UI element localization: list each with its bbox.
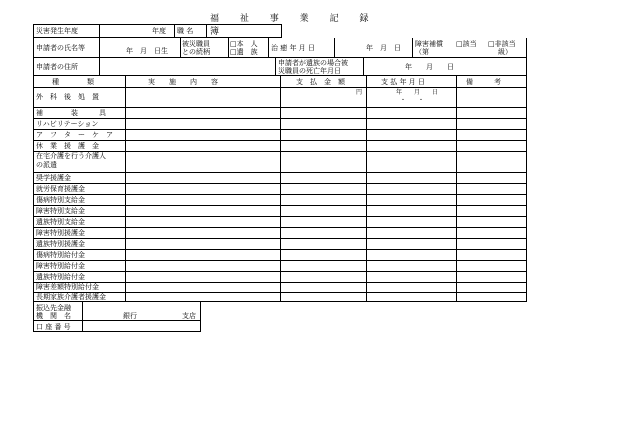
details-cell[interactable] [126,88,279,106]
details-cell[interactable] [126,173,279,182]
details-cell[interactable] [126,130,279,139]
column-header-remarks: 備 考 [466,78,501,86]
applicant-name-label: 申請者の氏名等 [36,44,85,52]
remarks-cell[interactable] [457,228,526,237]
pay-date-cell[interactable] [367,152,455,171]
bereaved-note-1: 申請者が遺族の場合被 [278,59,348,67]
pay-date-cell[interactable] [367,88,455,106]
year-suffix: 年度 [152,27,166,35]
details-cell[interactable] [126,272,279,281]
table-row-label: 遺族特別援護金 [36,240,85,248]
table-row-label: リハビリテーション [36,120,99,128]
remarks-cell[interactable] [457,217,526,226]
details-cell[interactable] [126,217,279,226]
remarks-cell[interactable] [457,206,526,215]
relation-label-1: 被災職員 [182,40,210,48]
amount-cell[interactable] [281,173,365,182]
amount-cell[interactable] [281,206,365,215]
bereaved-note-2: 災職員の死亡年月日 [278,67,341,75]
table-row-label: 遺族特別給付金 [36,273,85,281]
bank-label-2: 機 関 名 [36,312,71,320]
table-row-label: 外 科 後 処 置 [36,93,99,101]
relation-label-2: との続柄 [182,48,210,56]
column-header-type: 種 類 [52,78,94,86]
details-cell[interactable] [126,261,279,270]
title-char: 簿 [210,27,220,37]
table-row-label: 障害特別支給金 [36,207,85,215]
remarks-cell[interactable] [457,88,526,106]
disability-label: 障害補償 [415,40,443,48]
disability-class: （第 [415,48,429,56]
remarks-cell[interactable] [457,108,526,117]
pay-date-cell[interactable] [367,141,455,150]
title-char: 記 [329,14,339,24]
job-field[interactable] [206,24,282,38]
pay-date-cell[interactable] [367,272,455,281]
pay-date-cell[interactable] [367,130,455,139]
table-row-label: 在宅介護を行う介護人 [36,152,106,160]
amount-cell[interactable] [281,217,365,226]
pay-date-dots: ・ ・ [400,97,425,104]
bank-suffix: 銀行 [123,312,137,320]
details-cell[interactable] [126,152,279,171]
remarks-cell[interactable] [457,239,526,248]
column-header-details: 実 施 内 容 [148,78,218,86]
table-row-label: 障害特別援護金 [36,229,85,237]
pay-date-cell[interactable] [367,206,455,215]
disability-grade: 級） [498,48,512,56]
remarks-cell[interactable] [457,272,526,281]
table-row-label: 就労保育援護金 [36,185,85,193]
cure-date-label: 治 癒 年 月 日 [271,44,315,52]
title-char: 事 [269,14,279,24]
amount-cell[interactable] [281,283,365,291]
title-char: 業 [299,14,309,24]
pay-date-cell[interactable] [367,239,455,248]
amount-cell[interactable] [281,130,365,139]
table-row-label: ア フ タ ー ケ ア [36,131,113,139]
pay-date-cell[interactable] [367,217,455,226]
death-date: 年 月 日 [405,63,454,71]
amount-cell[interactable] [281,119,365,128]
bank-label-1: 振込先金融 [36,304,71,312]
table-row-label-line2: の派遣 [36,161,57,169]
table-row-label: 遺族特別支給金 [36,218,85,226]
self-checkbox[interactable]: □本 人 [230,40,258,48]
amount-cell[interactable] [281,195,365,204]
remarks-cell[interactable] [457,293,526,301]
table-row-label: 長期家族介護者援護金 [36,293,106,301]
amount-cell[interactable] [281,250,365,259]
pay-date-cell[interactable] [367,195,455,204]
job-label: 職 名 [177,27,194,35]
pay-date-cell[interactable] [367,119,455,128]
remarks-cell[interactable] [457,195,526,204]
details-cell[interactable] [126,108,279,117]
pay-date-cell[interactable] [367,261,455,270]
amount-cell[interactable] [281,152,365,171]
details-cell[interactable] [126,206,279,215]
column-header-amount: 支 払 金 額 [296,78,345,86]
table-row-label: 傷病特別給付金 [36,251,85,259]
remarks-cell[interactable] [457,130,526,139]
pay-date-cell[interactable] [367,283,455,291]
amount-cell[interactable] [281,228,365,237]
details-cell[interactable] [126,141,279,150]
column-header-pay-date: 支 払 年 月 日 [381,78,425,86]
applicable-checkbox[interactable]: □該当 [456,40,477,48]
remarks-cell[interactable] [457,173,526,182]
table-row-label: 補 装 具 [36,109,106,117]
remarks-cell[interactable] [457,283,526,291]
amount-unit: 円 [356,89,363,96]
amount-cell[interactable] [281,184,365,193]
details-cell[interactable] [126,119,279,128]
table-row-label: 障害特別給付金 [36,262,85,270]
not-applicable-checkbox[interactable]: □非該当 [488,40,516,48]
pay-date-cell[interactable] [367,293,455,301]
table-row-label: 障害差額特別給付金 [36,283,99,291]
pay-date-cell[interactable] [367,228,455,237]
birth-date: 年 月 日生 [126,47,168,55]
title-char: 祉 [239,14,249,24]
amount-cell[interactable] [281,293,365,301]
address-label: 申請者の住所 [36,63,78,71]
details-cell[interactable] [126,228,279,237]
pay-date-cell[interactable] [367,184,455,193]
pay-date-cell[interactable] [367,250,455,259]
remarks-cell[interactable] [457,250,526,259]
pay-date-cell[interactable] [367,108,455,117]
details-cell[interactable] [126,250,279,259]
disaster-year-label: 災害発生年度 [36,27,78,35]
table-row-label: 傷病特別支給金 [36,196,85,204]
title-char: 録 [359,14,369,24]
details-cell[interactable] [126,239,279,248]
remarks-cell[interactable] [457,119,526,128]
table-row-label: 奨学援護金 [36,174,71,182]
amount-cell[interactable] [281,88,365,106]
amount-cell[interactable] [281,239,365,248]
cure-date-value: 年 月 日 [366,44,401,52]
remarks-cell[interactable] [457,141,526,150]
remarks-cell[interactable] [457,261,526,270]
amount-cell[interactable] [281,141,365,150]
table-row-label: 休 業 援 護 金 [36,142,99,150]
amount-cell[interactable] [281,108,365,117]
title-char: 福 [210,14,220,24]
branch-suffix: 支店 [182,312,196,320]
details-cell[interactable] [126,293,279,301]
amount-cell[interactable] [281,272,365,281]
account-label: 口 座 番 号 [36,323,71,331]
remarks-cell[interactable] [457,184,526,193]
details-cell[interactable] [126,184,279,193]
remarks-cell[interactable] [457,152,526,171]
pay-date-format: 年 月 日 [396,89,439,96]
amount-cell[interactable] [281,261,365,270]
pay-date-cell[interactable] [367,173,455,182]
details-cell[interactable] [126,283,279,291]
bereaved-checkbox[interactable]: □遺 族 [230,48,258,56]
details-cell[interactable] [126,195,279,204]
